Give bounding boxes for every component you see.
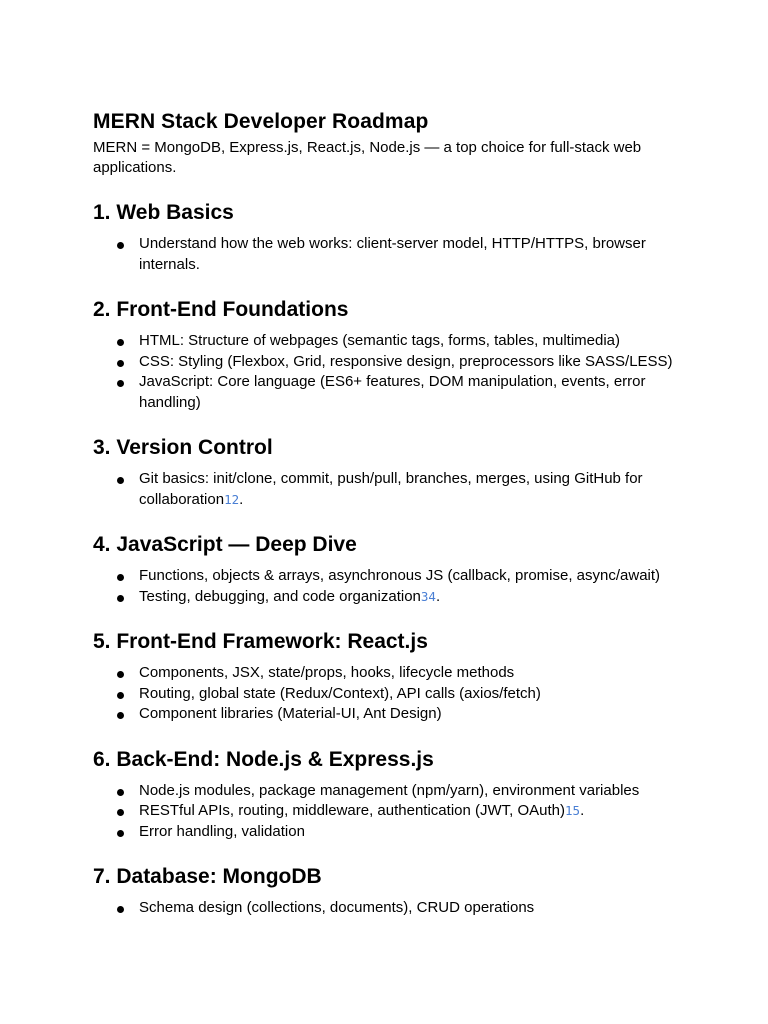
document-title: MERN Stack Developer Roadmap [93,110,429,133]
list-item [93,704,683,725]
list-item [93,781,683,802]
list-item-text: Component libraries (Material-UI, Ant Design) [139,705,442,722]
citation-reference-link[interactable]: 15 [565,803,581,818]
list-item [93,587,683,608]
list-item-punctuation: . [580,802,585,819]
bullet-dot-icon [117,477,124,484]
list-item-text: Schema design (collections, documents), CRUD operations [139,899,535,916]
bullet-dot-icon [117,712,124,719]
bullet-dot-icon [117,789,124,796]
bullet-dot-icon [117,830,124,837]
bullet-dot-icon [117,380,124,387]
bullet-dot-icon [117,809,124,816]
document-page [93,108,683,919]
list-item [93,566,683,587]
section-heading: 5. Front-End Framework: React.js [93,630,428,653]
citation-reference-link[interactable]: 34 [420,588,436,604]
list-item-text: JavaScript: Core language (ES6+ features, DOM manipulation, events, error handling) [139,373,646,411]
document-subtitle: MERN = MongoDB, Express.js, React.js, Node.js — a top choice for full-stack web applications. [93,139,642,176]
list-item-text: Functions, objects & arrays, asynchronous JS (callback, promise, async/await) [139,567,661,584]
section-heading: 1. Web Basics [93,201,234,224]
bullet-list [93,781,683,843]
list-item-punctuation: . [435,587,441,605]
list-item [93,331,683,352]
citation-reference-link[interactable]: 12 [224,491,240,507]
list-item-text: Components, JSX, state/props, hooks, lifecycle methods [139,664,515,681]
roadmap-section [93,746,683,843]
roadmap-sections [93,199,683,919]
section-heading: 4. JavaScript — Deep Dive [93,533,357,556]
list-item [93,352,683,373]
bullet-dot-icon [117,339,124,346]
list-item-text: Node.js modules, package management (npm/yarn), environment variables [139,781,640,799]
roadmap-section [93,531,683,607]
list-item-text: Testing, debugging, and code organization [139,587,421,605]
list-item [93,372,683,413]
list-item [93,663,683,684]
list-item [93,469,683,510]
roadmap-section [93,628,683,725]
bullet-list [93,663,683,725]
roadmap-section [93,199,683,275]
list-item [93,822,683,843]
roadmap-section [93,434,683,510]
list-item-text: HTML: Structure of webpages (semantic tags, forms, tables, multimedia) [139,332,621,349]
list-item [93,801,683,822]
list-item [93,234,683,275]
list-item-text: RESTful APIs, routing, middleware, authentication (JWT, OAuth) [139,802,566,819]
bullet-dot-icon [117,595,124,602]
list-item [93,684,683,705]
bullet-dot-icon [117,692,124,699]
bullet-list [93,566,683,607]
list-item-text: CSS: Styling (Flexbox, Grid, responsive design, preprocessors like SASS/LESS) [139,352,673,370]
bullet-dot-icon [117,360,124,367]
list-item-text: Error handling, validation [139,822,305,840]
roadmap-section [93,863,683,919]
list-item-punctuation: . [239,490,244,508]
bullet-dot-icon [117,574,124,581]
section-heading: 2. Front-End Foundations [93,298,349,321]
bullet-list [93,331,683,413]
list-item [93,898,683,919]
list-item-text: Git basics: init/clone, commit, push/pull, branches, merges, using GitHub for collaboration [139,470,643,508]
bullet-list [93,898,683,919]
section-heading: 3. Version Control [93,436,273,459]
bullet-list [93,234,683,275]
bullet-dot-icon [117,671,124,678]
list-item-text: Understand how the web works: client-server model, HTTP/HTTPS, browser internals. [139,235,646,273]
section-heading: 6. Back-End: Node.js & Express.js [93,747,434,771]
list-item-text: Routing, global state (Redux/Context), API calls (axios/fetch) [139,684,541,702]
bullet-dot-icon [117,906,124,913]
roadmap-section [93,296,683,413]
bullet-list [93,469,683,510]
bullet-dot-icon [117,242,124,249]
section-heading: 7. Database: MongoDB [93,865,322,888]
